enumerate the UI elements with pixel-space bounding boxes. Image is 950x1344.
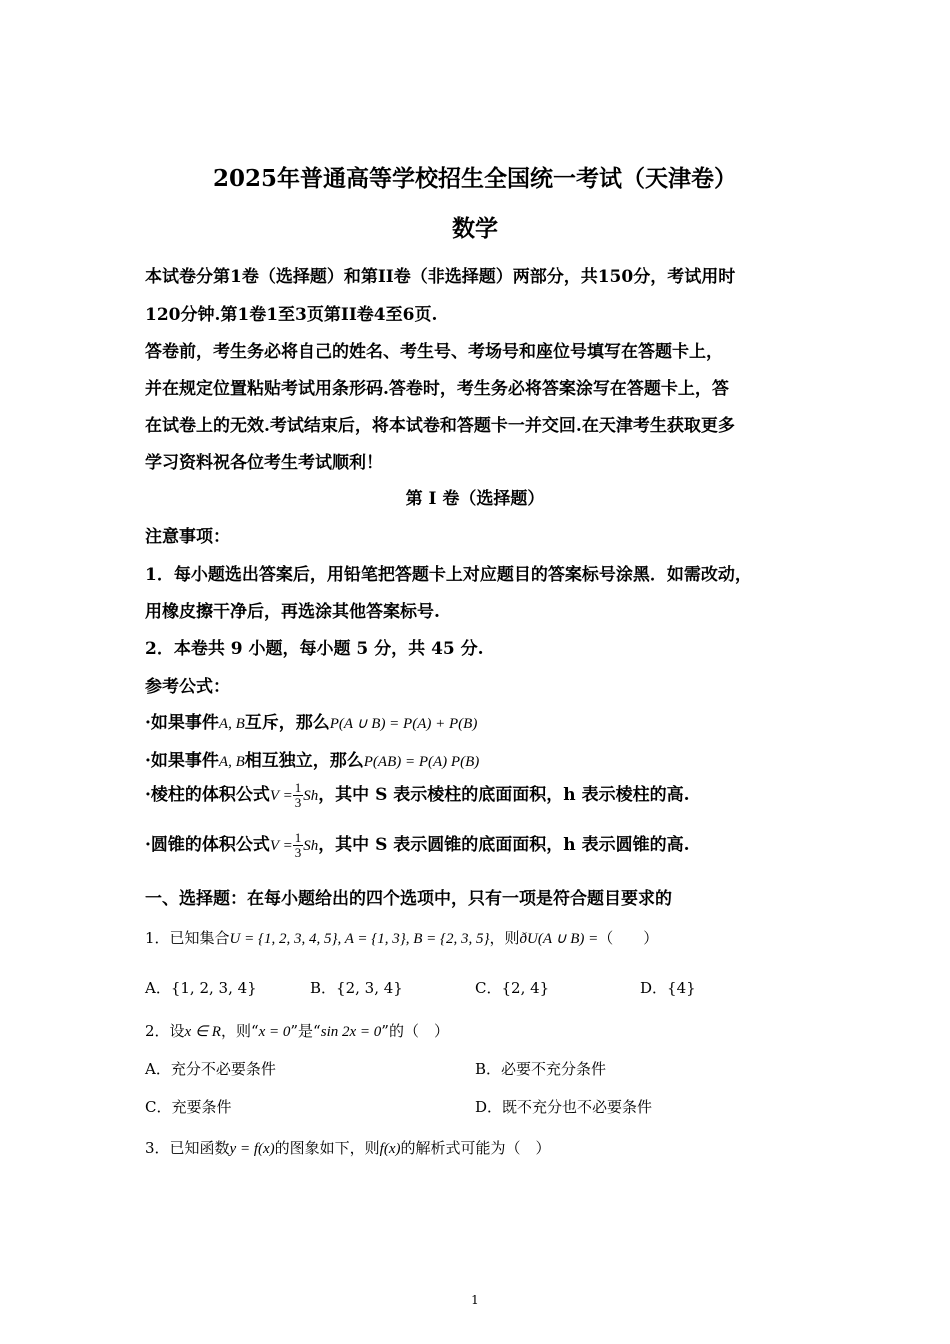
formula-v: V = (269, 838, 293, 854)
part-heading: 一、选择题：在每小题给出的四个选项中，只有一项是符合题目要求的 (145, 889, 672, 909)
section-heading: 第 I 卷（选择题） (405, 489, 545, 509)
stem-mid: ，则 (489, 929, 520, 947)
intro-line-6: 学习资料祝各位考生考试顺利！ (145, 453, 383, 473)
question-2-option-d: D．既不充分也不必要条件 (475, 1098, 653, 1116)
question-1-option-b: B．{2, 3, 4} (310, 979, 403, 997)
formula-vars: A, B (218, 754, 245, 770)
formula-cone (145, 830, 690, 860)
stem-math: x ∈ R (184, 1024, 221, 1040)
page-number: 1 (471, 1293, 479, 1307)
question-1-option-c: C．{2, 4} (475, 979, 550, 997)
formula-label: ·如果事件 (145, 713, 219, 733)
formula-label: ·如果事件 (145, 751, 219, 771)
formula-prism (145, 780, 690, 810)
stem-suffix: 的解析式可能为（ ） (400, 1139, 551, 1157)
intro-line-5: 在试卷上的无效.考试结束后，将本试卷和答题卡一并交回.在天津考生获取更多 (145, 416, 735, 436)
stem-mid: 的图象如下，则 (274, 1139, 380, 1157)
intro-line-3: 答卷前，考生务必将自己的姓名、考生号、考场号和座位号填写在答题卡上， (145, 342, 723, 362)
stem-mid: ，则“ (220, 1022, 259, 1040)
stem-math-2: f(x) (379, 1141, 401, 1157)
question-1-option-a: A．{1, 2, 3, 4} (145, 979, 257, 997)
formula-vars: A, B (218, 716, 245, 732)
formula-rest: ，其中 S 表示圆锥的底面面积，h 表示圆锥的高. (318, 835, 690, 855)
stem-prefix: 1．已知集合 (145, 929, 230, 947)
formulas-title: 参考公式： (145, 677, 230, 697)
note-1-line-1: 1．每小题选出答案后，用铅笔把答题卡上对应题目的答案标号涂黑．如需改动， (145, 565, 752, 585)
intro-line-2: 120分钟.第1卷1至3页第II卷4至6页. (145, 305, 438, 325)
note-1-line-2: 用橡皮擦干净后，再选涂其他答案标号. (145, 602, 440, 622)
formula-exclusive (145, 708, 477, 733)
fraction-denominator: 3 (294, 845, 302, 860)
formula-rest: ，其中 S 表示棱柱的底面面积，h 表示棱柱的高. (318, 785, 690, 805)
stem-math-3: sin 2x = 0 (320, 1024, 382, 1040)
exam-title: 2025年普通高等学校招生全国统一考试（天津卷） (212, 165, 737, 192)
fraction (293, 781, 304, 810)
stem-suffix: ”的（ ） (381, 1022, 449, 1040)
question-1-stem (145, 927, 658, 948)
question-3-stem (145, 1137, 551, 1158)
note-2: 2．本卷共 9 小题，每小题 5 分，共 45 分. (145, 639, 484, 659)
stem-math: y = f(x) (229, 1141, 275, 1157)
stem-mid-2: ”是“ (290, 1022, 321, 1040)
fraction-denominator: 3 (294, 795, 302, 810)
formula-sh: Sh (303, 838, 319, 854)
question-1-option-d: D．{4} (640, 979, 696, 997)
formula-independent (145, 746, 479, 771)
question-2-option-b: B．必要不充分条件 (475, 1060, 607, 1078)
formula-sh: Sh (303, 788, 319, 804)
stem-math: U = {1, 2, 3, 4, 5}, A = {1, 3}, B = {2, 3, 5} (229, 931, 490, 947)
notes-title: 注意事项： (145, 527, 230, 547)
stem-suffix: （ ） (598, 929, 659, 947)
stem-prefix: 2．设 (145, 1022, 185, 1040)
fraction (293, 831, 304, 860)
intro-line-1: 本试卷分第1卷（选择题）和第II卷（非选择题）两部分，共150分，考试用时 (145, 267, 736, 287)
stem-prefix: 3．已知函数 (145, 1139, 230, 1157)
stem-math-2: x = 0 (258, 1024, 291, 1040)
formula-expr: P(A ∪ B) = P(A) + P(B) (329, 716, 478, 732)
formula-v: V = (269, 788, 293, 804)
subject-title: 数学 (452, 215, 498, 242)
fraction-numerator: 1 (294, 780, 302, 795)
formula-expr: P(AB) = P(A) P(B) (363, 754, 480, 770)
formula-mid: 相互独立，那么 (244, 751, 364, 771)
stem-math-2: ðU(A ∪ B) = (519, 931, 599, 947)
question-2-option-c: C．充要条件 (145, 1098, 232, 1116)
formula-mid: 互斥，那么 (244, 713, 330, 733)
question-2-option-a: A．充分不必要条件 (145, 1060, 276, 1078)
formula-label: ·棱柱的体积公式 (145, 785, 270, 805)
intro-line-4: 并在规定位置粘贴考试用条形码.答卷时，考生务必将答案涂写在答题卡上，答 (145, 379, 729, 399)
question-2-stem (145, 1020, 449, 1041)
fraction-numerator: 1 (294, 830, 302, 845)
formula-label: ·圆锥的体积公式 (145, 835, 270, 855)
